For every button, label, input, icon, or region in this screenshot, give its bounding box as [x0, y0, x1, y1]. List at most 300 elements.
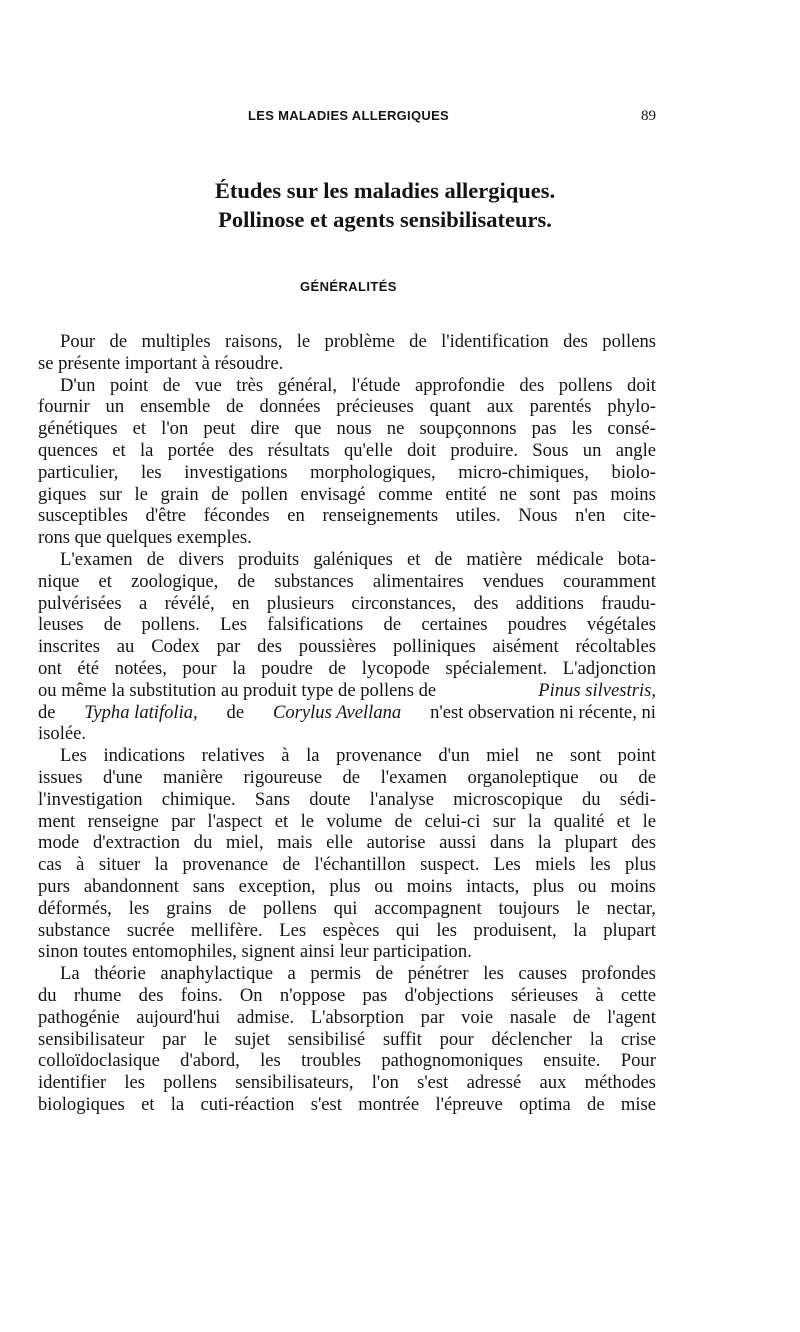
word: micro-chimiques, [458, 461, 589, 483]
word: en [287, 505, 305, 527]
word: pathognomoniques [381, 1050, 523, 1072]
word: Les [279, 919, 307, 941]
word: cite- [622, 505, 656, 527]
word: produisent, [473, 919, 557, 941]
word: d'abord, [180, 1050, 240, 1072]
word: la [589, 1028, 604, 1050]
word: polliniques [393, 636, 476, 658]
word: déclencher [491, 1028, 572, 1050]
word: fraudu- [601, 592, 656, 614]
word: foins. [180, 984, 223, 1006]
word: lycopode [361, 657, 430, 679]
word: sérieuses [510, 984, 579, 1006]
word: permis [310, 963, 361, 985]
word: particulier, [38, 461, 119, 483]
word: de [282, 854, 301, 876]
word: les [571, 418, 593, 440]
word: de [587, 1093, 605, 1115]
word: plusieurs [266, 592, 335, 614]
word: les [140, 461, 162, 483]
text-line [38, 375, 656, 397]
word: ou [578, 875, 597, 897]
word: susceptibles [38, 505, 128, 527]
word: pollens [558, 374, 613, 396]
word: sédi- [619, 788, 656, 810]
word: par [171, 810, 195, 832]
word: crise [620, 1028, 656, 1050]
word: provenance [182, 854, 269, 876]
text-line [38, 1050, 656, 1072]
word: problème [324, 331, 395, 352]
word: et [132, 418, 147, 440]
word: ment [38, 810, 76, 832]
word: des [631, 832, 656, 854]
text-line [38, 832, 656, 854]
word: espèces [322, 919, 380, 941]
word: consé- [607, 418, 656, 440]
text-line [38, 658, 656, 680]
word: approfondie [414, 374, 505, 396]
word: par [162, 1028, 186, 1050]
word: a [287, 963, 296, 985]
word: pas [573, 483, 598, 505]
word: et [98, 570, 112, 592]
word: falsifications [267, 614, 364, 636]
word: la [537, 832, 552, 854]
word: nasale [509, 1006, 557, 1028]
text-line [38, 898, 656, 920]
word: révélé, [164, 592, 215, 614]
text-line-with-italic [38, 702, 656, 724]
word: les [436, 919, 457, 941]
word: volume [326, 810, 383, 832]
word: et [616, 810, 631, 832]
text-line [38, 811, 656, 833]
word: de [383, 614, 402, 636]
text-line [38, 440, 656, 462]
text-line [38, 854, 656, 876]
word: pas [362, 984, 388, 1006]
text-line [38, 593, 656, 615]
word: aussi [439, 832, 477, 854]
word: et [141, 1093, 155, 1115]
word: comme [378, 483, 433, 505]
word: pas [531, 418, 557, 440]
species-name-italic: Pinus silvestris, [538, 679, 656, 701]
text-line: rons que quelques exemples. [38, 527, 252, 549]
word: organoleptique [467, 766, 579, 788]
word: suffit [382, 1028, 422, 1050]
text-segment: n'est observation ni récente, ni [430, 701, 656, 723]
word: aux [486, 396, 514, 418]
word: Les [220, 614, 247, 636]
word: La [60, 963, 80, 985]
word: dire [250, 418, 280, 440]
word: renseignements [322, 505, 439, 527]
word: d'une [102, 766, 143, 788]
word: profondes [581, 963, 656, 985]
word: sont [529, 483, 561, 505]
text-line [38, 505, 656, 527]
paragraph-5 [38, 963, 656, 1116]
word: sensibilisé [287, 1028, 366, 1050]
word: sucrée [126, 919, 175, 941]
word: indications [103, 745, 186, 767]
word: du [38, 984, 57, 1006]
word: le [300, 810, 315, 832]
word: mais [277, 832, 313, 854]
text-line [38, 963, 656, 985]
word: nectar, [606, 897, 656, 919]
word: ne [499, 483, 517, 505]
word: les [589, 854, 611, 876]
word: récoltables [575, 636, 656, 658]
word: miels [535, 854, 576, 876]
text-segment: de [38, 701, 56, 723]
word: l'aspect [207, 810, 263, 832]
word: chimique. [161, 788, 236, 810]
word: Pour [620, 1050, 656, 1072]
word: des [138, 984, 164, 1006]
text-line [38, 985, 656, 1007]
word: Les [493, 854, 521, 876]
word: des [519, 374, 545, 396]
word: de [375, 963, 394, 985]
word: ou [599, 766, 618, 788]
word: purs [38, 875, 71, 897]
page-number: 89 [641, 108, 656, 124]
word: sont [570, 745, 602, 767]
word: L'examen [60, 548, 133, 570]
word: des [257, 636, 282, 658]
word: sans [192, 875, 225, 897]
word: fournir [38, 396, 90, 418]
text-line [38, 636, 656, 658]
word: dans [490, 832, 525, 854]
text-line [38, 920, 656, 942]
word: troubles [301, 1050, 361, 1072]
word: a [139, 592, 148, 614]
word: l'agent [607, 1006, 656, 1028]
word: des [563, 331, 588, 352]
word: leuses [38, 614, 84, 636]
word: giques [38, 483, 87, 505]
word: que [294, 418, 322, 440]
word: plupart [603, 919, 656, 941]
word: colloïdoclasique [38, 1050, 160, 1072]
word: Sous [532, 439, 569, 461]
text-line [38, 614, 656, 636]
word: phylo- [607, 396, 656, 418]
word: la [232, 657, 246, 679]
word: point [617, 745, 656, 767]
word: s'est [310, 1093, 342, 1115]
word: sujet [234, 1028, 270, 1050]
word: microscopique [453, 788, 563, 810]
article-title-line-1: Études sur les maladies allergiques. [214, 178, 556, 203]
word: végétales [586, 614, 656, 636]
word: l'examen [380, 766, 447, 788]
word: plus [329, 875, 361, 897]
word: cette [620, 984, 656, 1006]
word: la [139, 439, 154, 461]
word: certaines [421, 614, 488, 636]
word: cuti-réaction [200, 1093, 295, 1115]
word: divers [178, 548, 224, 570]
word: nous [336, 418, 372, 440]
word: bota- [617, 548, 656, 570]
word: biolo- [611, 461, 656, 483]
word: montrée [358, 1093, 420, 1115]
word: données [259, 396, 321, 418]
word: relatives [201, 745, 265, 767]
word: portée [167, 439, 215, 461]
word: biologiques [38, 1093, 125, 1115]
body-text [38, 331, 656, 1116]
word: sur [99, 483, 122, 505]
word: les [124, 1072, 146, 1094]
word: qui [333, 897, 358, 919]
section-heading: GÉNÉRALITÉS [300, 279, 397, 294]
word: de [409, 331, 427, 352]
text-line [38, 462, 656, 484]
word: et [274, 810, 289, 832]
word: l'étude [351, 374, 401, 396]
word: rhume [73, 984, 122, 1006]
word: qui [396, 919, 420, 941]
word: ou [374, 875, 393, 897]
word: rigoureuse [243, 766, 322, 788]
word: pollens [263, 897, 317, 919]
word: pollens. [141, 614, 200, 636]
word: peut [203, 418, 236, 440]
word: substance [38, 919, 111, 941]
word: entité [445, 483, 487, 505]
word: du [193, 832, 213, 854]
word: un [105, 396, 125, 418]
word: point [109, 374, 149, 396]
word: de [434, 548, 453, 570]
word: angle [615, 439, 656, 461]
word: optima [519, 1093, 571, 1115]
word: voie [461, 1006, 494, 1028]
word: circonstances, [351, 592, 457, 614]
article-title [120, 176, 650, 234]
word: méthodes [584, 1072, 656, 1094]
text-line [38, 331, 656, 353]
text-line [38, 571, 656, 593]
word: D'un [60, 374, 96, 396]
word: raisons, [225, 331, 283, 352]
word: d'un [438, 745, 470, 767]
word: l'identification [441, 331, 549, 352]
word: Pour [60, 331, 96, 352]
word: n'oppose [279, 984, 346, 1006]
word: la [154, 854, 169, 876]
word: précieuses [336, 396, 414, 418]
word: s'est [417, 1072, 449, 1094]
word: les [260, 1050, 281, 1072]
word: miel [486, 745, 520, 767]
word: déformés, [38, 897, 112, 919]
word: ont [38, 657, 62, 679]
word: un [582, 439, 602, 461]
word: utiles. [455, 505, 501, 527]
word: et [407, 548, 421, 570]
word: manière [163, 766, 223, 788]
word: les [483, 963, 504, 985]
word: résultats [267, 439, 330, 461]
paragraph-4 [38, 745, 656, 963]
word: anaphylactique [160, 963, 273, 985]
word: toujours [498, 897, 560, 919]
word: exception, [238, 875, 316, 897]
word: été [77, 657, 100, 679]
text-line [38, 1094, 656, 1116]
word: quant [429, 396, 471, 418]
word: grain [160, 483, 199, 505]
word: ensemble [139, 396, 211, 418]
word: d'extraction [92, 832, 180, 854]
text-line [38, 876, 656, 898]
text-line-with-italic [38, 680, 656, 702]
word: qu'elle [343, 439, 393, 461]
word: la [306, 745, 320, 767]
word: ensuite. [543, 1050, 601, 1072]
word: matière [466, 548, 523, 570]
word: le [296, 331, 311, 352]
word: aujourd'hui [136, 1006, 221, 1028]
word: On [239, 984, 263, 1006]
species-name-italic: Corylus Avellana [272, 701, 402, 723]
word: le [576, 897, 590, 919]
word: d'être [145, 505, 186, 527]
word: mellifère. [190, 919, 263, 941]
word: poussières [298, 636, 377, 658]
text-line [38, 1007, 656, 1029]
word: abandonnent [83, 875, 179, 897]
word: multiples [141, 331, 211, 352]
word: à [595, 984, 604, 1006]
word: L'absorption [310, 1006, 405, 1028]
word: accompagnent [374, 897, 482, 919]
word: L'adjonction [562, 657, 656, 679]
word: produire. [450, 439, 518, 461]
word: la [573, 919, 587, 941]
word: produits [238, 548, 300, 570]
word: admise. [236, 1006, 295, 1028]
word: Nous [518, 505, 558, 527]
word: sensibilisateurs, [235, 1072, 354, 1094]
word: à [281, 745, 290, 767]
paragraph-1 [38, 331, 656, 375]
word: de [103, 614, 122, 636]
word: de [211, 483, 229, 505]
word: sensibilisateur [38, 1028, 145, 1050]
word: vendues [482, 570, 544, 592]
text-line [38, 789, 656, 811]
text-line: se présente important à résoudre. [38, 352, 284, 374]
word: de [342, 766, 361, 788]
word: spécialement. [445, 657, 548, 679]
article-title-line-2: Pollinose et agents sensibilisateurs. [218, 207, 552, 232]
word: pathogénie [38, 1006, 120, 1028]
word: mode [38, 832, 80, 854]
word: général, [277, 374, 338, 396]
word: de [109, 331, 128, 352]
word: issues [38, 766, 83, 788]
word: pollens [602, 331, 656, 352]
word: elle [326, 832, 353, 854]
text-line [38, 418, 656, 440]
word: sur [492, 810, 516, 832]
word: de [146, 548, 165, 570]
word: additions [515, 592, 584, 614]
word: ne [535, 745, 554, 767]
word: provenance [336, 745, 422, 767]
word: très [236, 374, 264, 396]
word: la [170, 1093, 185, 1115]
word: par [216, 636, 241, 658]
word: de [226, 396, 244, 418]
word: le [134, 483, 148, 505]
text-line [38, 745, 656, 767]
word: l'investigation [38, 788, 143, 810]
word: par [420, 1006, 445, 1028]
word: identifier [38, 1072, 107, 1094]
word: celui-ci [424, 810, 481, 832]
word: de [237, 570, 256, 592]
word: génétiques [38, 418, 118, 440]
text-line [38, 484, 656, 506]
word: le [642, 810, 656, 832]
word: de [162, 374, 181, 396]
paragraph-3 [38, 549, 656, 745]
word: en [232, 592, 250, 614]
text-line [38, 1029, 656, 1051]
text-line [38, 767, 656, 789]
word: pénétrer [407, 963, 469, 985]
word: de [328, 657, 347, 679]
word: d'objections [404, 984, 494, 1006]
word: de [228, 897, 247, 919]
word: doute [309, 788, 351, 810]
text-line: sinon toutes entomophiles, signent ainsi leur participation. [38, 941, 472, 963]
word: plus [533, 875, 565, 897]
word: grains [166, 897, 212, 919]
word: l'épreuve [435, 1093, 503, 1115]
word: pulvérisées [38, 592, 122, 614]
text-segment: de [226, 701, 245, 723]
word: et [112, 439, 126, 461]
running-head: LES MALADIES ALLERGIQUES [248, 108, 450, 123]
word: l'échantillon [314, 854, 406, 876]
word: situer [98, 854, 141, 876]
word: du [581, 788, 601, 810]
word: notées, [114, 657, 167, 679]
word: de [394, 810, 413, 832]
word: à [76, 854, 85, 876]
text-segment: ou même la substitution au produit type de pollens de [38, 679, 437, 701]
word: inscrites [38, 636, 100, 658]
word: au [116, 636, 135, 658]
word: substances [274, 570, 354, 592]
word: pour [182, 657, 217, 679]
word: qualité [553, 810, 605, 832]
word: les [128, 897, 150, 919]
word: l'on [161, 418, 189, 440]
text-line [38, 1072, 656, 1094]
